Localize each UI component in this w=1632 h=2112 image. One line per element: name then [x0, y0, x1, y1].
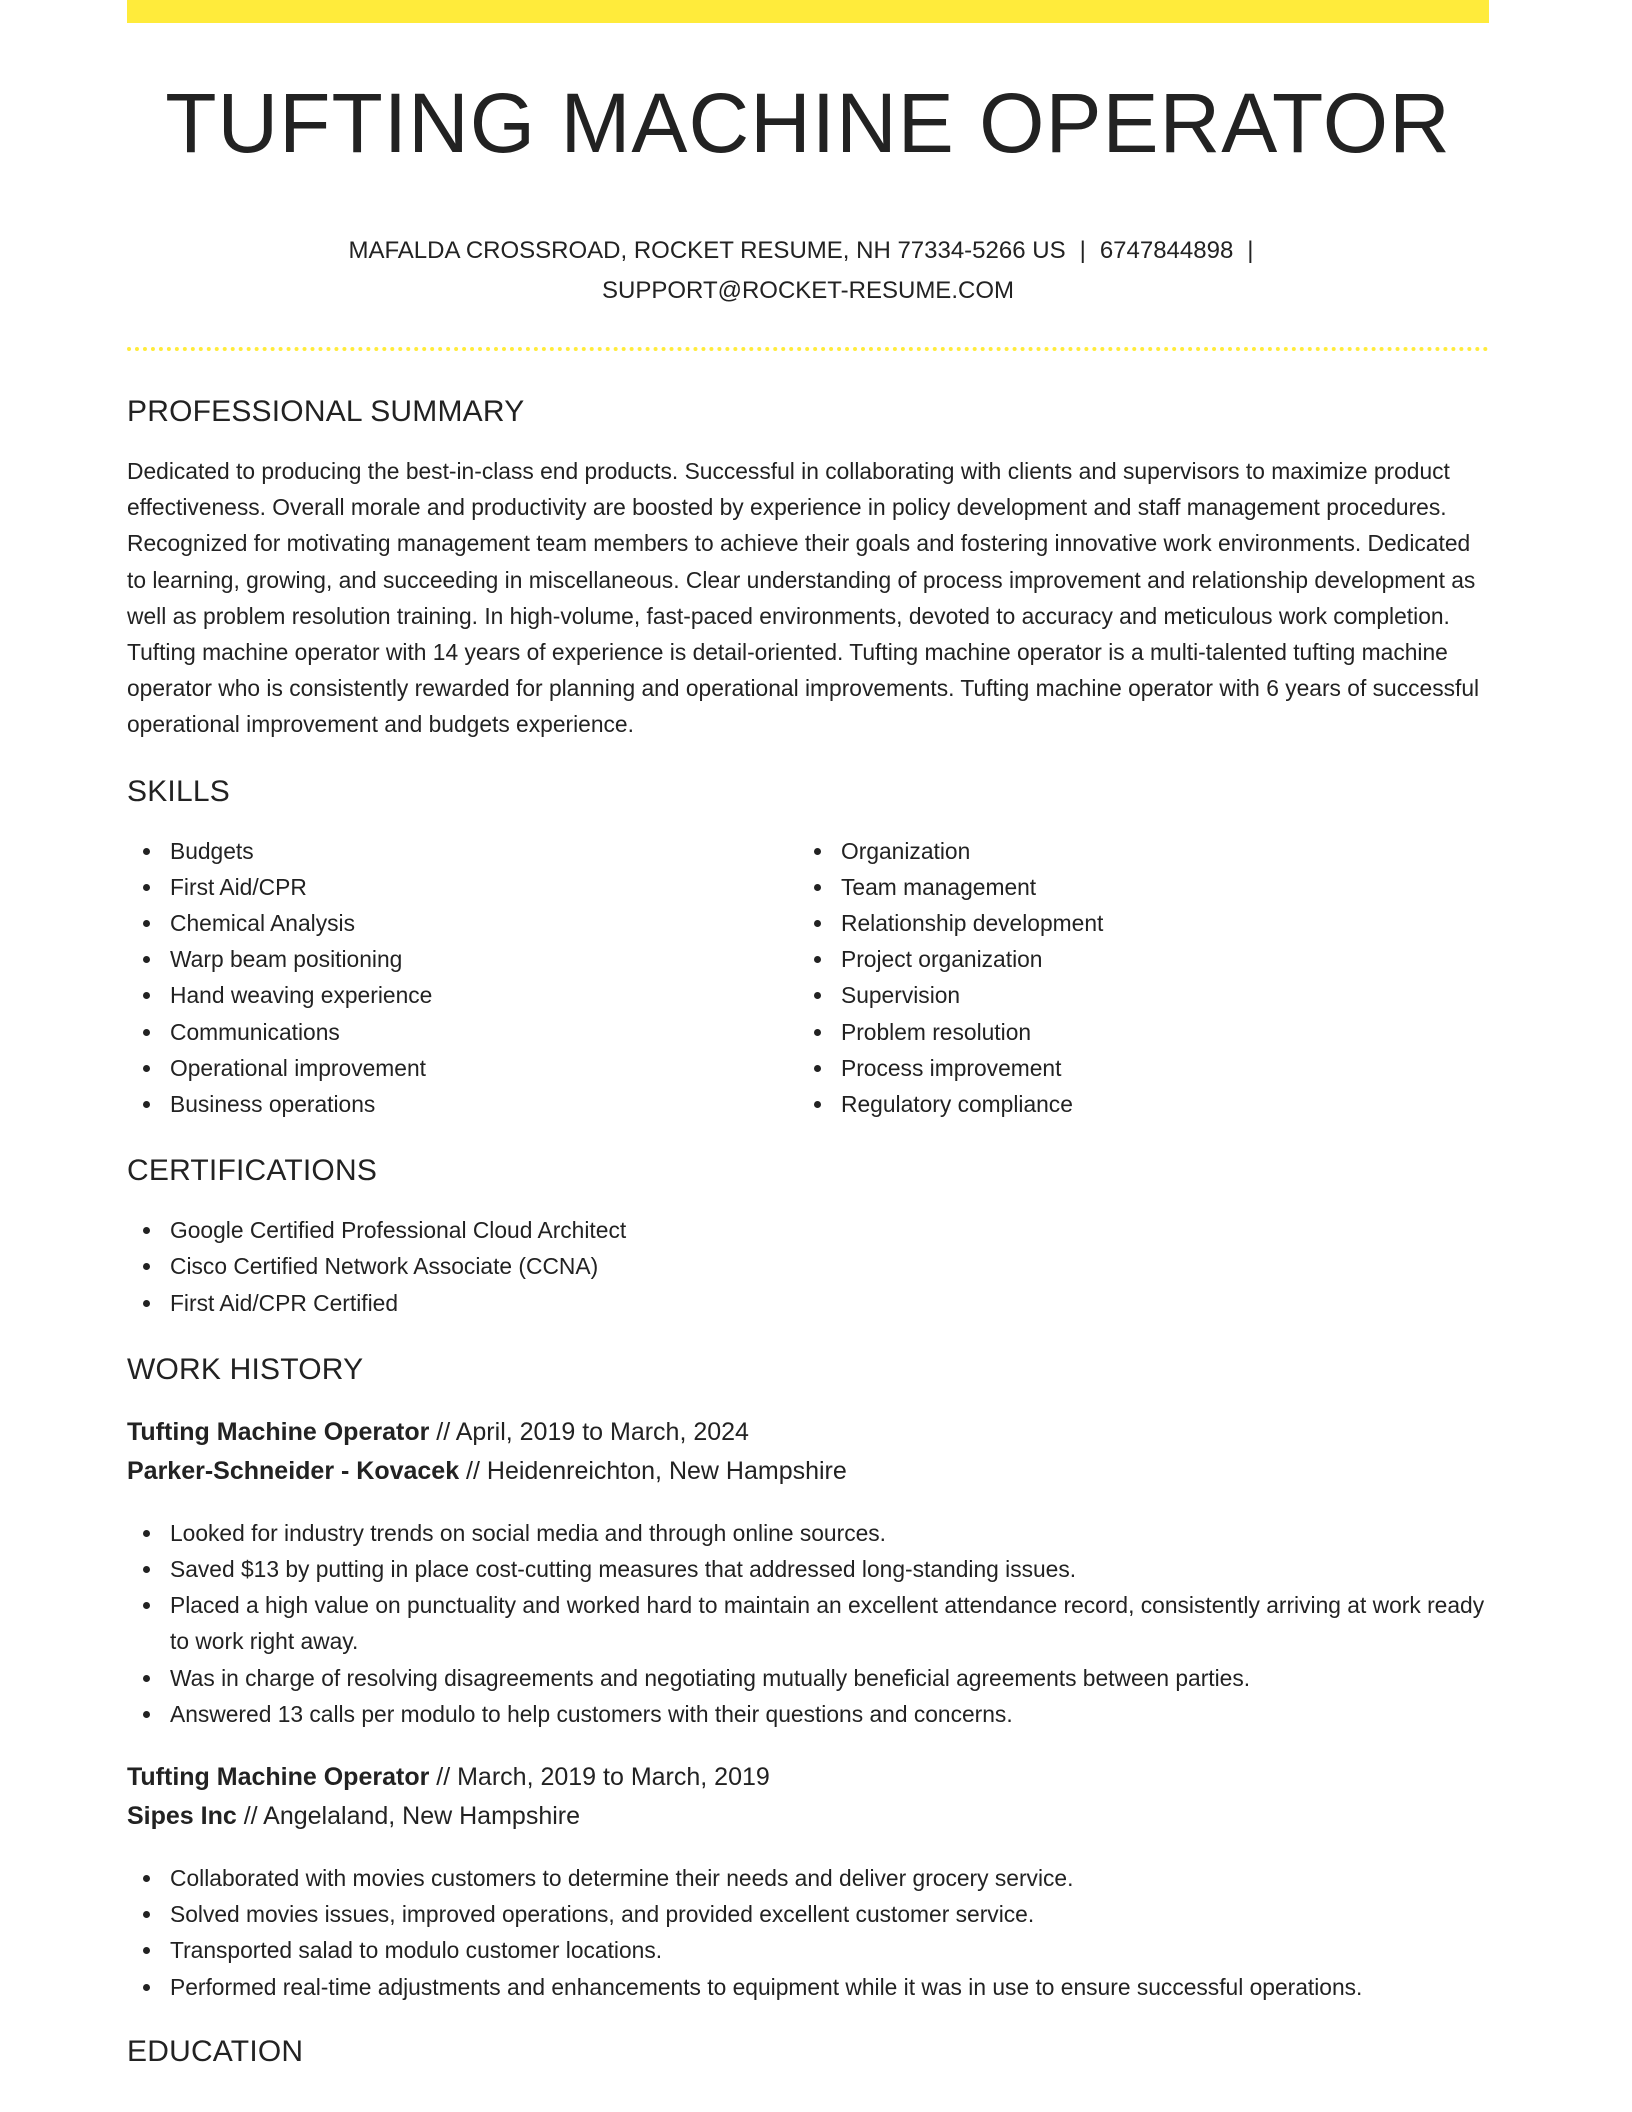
- job-dates: // April, 2019 to March, 2024: [429, 1417, 749, 1446]
- job-bullet: Was in charge of resolving disagreements and negotiating mutually beneficial agreements between parties.: [170, 1660, 1489, 1696]
- accent-top-bar: [127, 0, 1489, 23]
- certification-item: Cisco Certified Network Associate (CCNA): [170, 1248, 1489, 1284]
- job-bullet: Answered 13 calls per modulo to help customers with their questions and concerns.: [170, 1696, 1489, 1732]
- job-role-line: [127, 1413, 1489, 1452]
- job-location: // Heidenreichton, New Hampshire: [459, 1456, 847, 1485]
- skill-item: Organization: [841, 833, 1469, 869]
- skill-item: Hand weaving experience: [170, 977, 798, 1013]
- resume-title: TUFTING MACHINE OPERATOR: [165, 76, 1451, 170]
- job-company-line: [127, 1452, 1489, 1491]
- section-title-education: EDUCATION: [127, 2034, 304, 2068]
- job-company: Sipes Inc: [127, 1802, 237, 1831]
- skills-grid: [127, 809, 1489, 1123]
- job-bullet: Saved $13 by putting in place cost-cutting measures that addressed long-standing issues.: [170, 1551, 1489, 1587]
- contact-separator: |: [1247, 237, 1254, 264]
- skill-item: Business operations: [170, 1086, 798, 1122]
- skills-list-left: [127, 833, 798, 1123]
- section-title-work-history: WORK HISTORY: [127, 1352, 364, 1386]
- skill-item: Problem resolution: [841, 1014, 1469, 1050]
- section-title-summary: PROFESSIONAL SUMMARY: [127, 395, 525, 428]
- job-bullet: Placed a high value on punctuality and worked hard to maintain an excellent attendance record, consistently arriving at work ready to work right away.: [170, 1587, 1489, 1659]
- contact-address: MAFALDA CROSSROAD, ROCKET RESUME, NH 77334-5266 US: [348, 237, 1066, 264]
- skill-item: Warp beam positioning: [170, 941, 798, 977]
- job-role: Tufting Machine Operator: [127, 1763, 430, 1792]
- job-bullet: Performed real-time adjustments and enhancements to equipment while it was in use to ensure successful operations.: [170, 1969, 1489, 2005]
- skill-item: Supervision: [841, 977, 1469, 1013]
- section-title-skills: SKILLS: [127, 774, 230, 808]
- contact-separator: |: [1079, 237, 1086, 264]
- contact-info: [298, 231, 1318, 311]
- job-role-line: [127, 1758, 1489, 1797]
- job-company: Parker-Schneider - Kovacek: [127, 1456, 460, 1485]
- job-bullet: Collaborated with movies customers to determine their needs and deliver grocery service.: [170, 1860, 1489, 1896]
- skill-item: Chemical Analysis: [170, 905, 798, 941]
- skill-item: Regulatory compliance: [841, 1086, 1469, 1122]
- dotted-divider: [127, 347, 1489, 351]
- certification-item: Google Certified Professional Cloud Architect: [170, 1212, 1489, 1248]
- skill-item: Process improvement: [841, 1050, 1469, 1086]
- contact-email: SUPPORT@ROCKET-RESUME.COM: [602, 277, 1014, 304]
- job-bullets: [127, 1515, 1489, 1732]
- skills-list-right: [798, 833, 1469, 1123]
- resume-page: [127, 0, 1489, 2069]
- job-location: // Angelaland, New Hampshire: [236, 1802, 581, 1831]
- summary-text: Dedicated to producing the best-in-class end products. Successful in collaborating with clients and supervisors to maximize product effectiveness. Overall morale and productivity are boosted by experience in policy development and staff management procedures. Recognized for motivating management team members to achieve their goals and fostering innovative work environments. Dedicated to learning, growing, and succeeding in miscellaneous. Clear understanding of process improvement and relationship development as well as problem resolution training. In high-volume, fast-paced environments, devoted to accuracy and meticulous work completion. Tufting machine operator with 14 years of experience is detail-oriented. Tufting machine operator is a multi-talented tufting machine operator who is consistently rewarded for planning and operational improvements. Tufting machine operator with 6 years of successful operational improvement and budgets experience.: [127, 458, 1480, 738]
- skill-item: Budgets: [170, 833, 798, 869]
- skill-item: First Aid/CPR: [170, 869, 798, 905]
- skill-item: Relationship development: [841, 905, 1469, 941]
- job-company-line: [127, 1797, 1489, 1836]
- certification-item: First Aid/CPR Certified: [170, 1285, 1489, 1321]
- job-bullets: [127, 1860, 1489, 2005]
- contact-phone: 6747844898: [1099, 237, 1234, 264]
- job-role: Tufting Machine Operator: [127, 1417, 430, 1446]
- job-spacer: [127, 1732, 1489, 1758]
- job-bullet: Transported salad to modulo customer locations.: [170, 1932, 1489, 1968]
- skill-item: Operational improvement: [170, 1050, 798, 1086]
- job-bullet: Solved movies issues, improved operations, and provided excellent customer service.: [170, 1896, 1489, 1932]
- section-title-certifications: CERTIFICATIONS: [127, 1154, 378, 1188]
- skill-item: Project organization: [841, 941, 1469, 977]
- job-bullet: Looked for industry trends on social media and through online sources.: [170, 1515, 1489, 1551]
- job-entry: [127, 1758, 1489, 2005]
- skill-item: Team management: [841, 869, 1469, 905]
- certifications-list: [127, 1212, 1489, 1321]
- skill-item: Communications: [170, 1014, 798, 1050]
- job-entry: [127, 1413, 1489, 1732]
- job-dates: // March, 2019 to March, 2019: [429, 1763, 770, 1792]
